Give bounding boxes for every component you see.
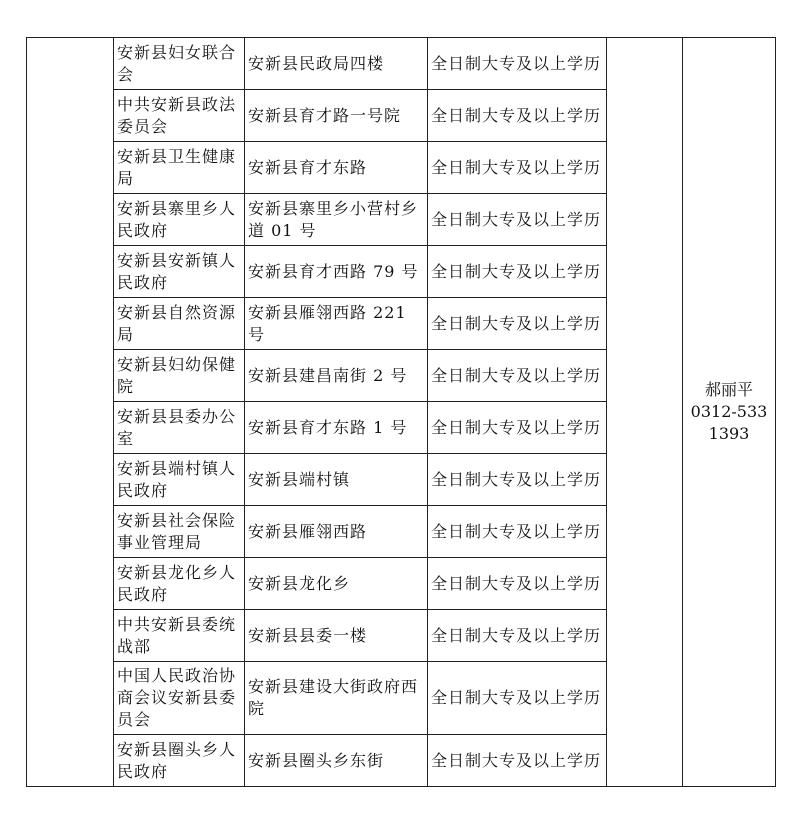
education-cell: 全日制大专及以上学历 — [428, 662, 607, 735]
contact-name: 郝丽平 — [704, 380, 753, 399]
education-cell: 全日制大专及以上学历 — [428, 142, 607, 194]
position-table — [26, 37, 776, 787]
org-cell: 安新县社会保险事业管理局 — [114, 506, 245, 558]
org-cell: 安新县自然资源局 — [114, 298, 245, 350]
education-cell: 全日制大专及以上学历 — [428, 38, 607, 90]
address-cell: 安新县端村镇 — [245, 454, 428, 506]
education-cell: 全日制大专及以上学历 — [428, 90, 607, 142]
education-cell: 全日制大专及以上学历 — [428, 298, 607, 350]
org-cell: 安新县端村镇人民政府 — [114, 454, 245, 506]
org-cell: 中共安新县委统战部 — [114, 610, 245, 662]
org-cell: 安新县卫生健康局 — [114, 142, 245, 194]
org-cell: 中共安新县政法委员会 — [114, 90, 245, 142]
address-cell: 安新县雁翎西路 221 号 — [245, 298, 428, 350]
education-cell: 全日制大专及以上学历 — [428, 246, 607, 298]
address-cell: 安新县圈头乡东街 — [245, 735, 428, 787]
address-cell: 安新县寨里乡小营村乡道 01 号 — [245, 194, 428, 246]
org-cell: 安新县安新镇人民政府 — [114, 246, 245, 298]
blank-cell — [607, 38, 683, 787]
address-cell: 安新县建昌南街 2 号 — [245, 350, 428, 402]
address-cell: 安新县龙化乡 — [245, 558, 428, 610]
education-cell: 全日制大专及以上学历 — [428, 506, 607, 558]
org-cell: 安新县县委办公室 — [114, 402, 245, 454]
address-cell: 安新县县委一楼 — [245, 610, 428, 662]
address-cell: 安新县育才东路 1 号 — [245, 402, 428, 454]
address-cell: 安新县建设大街政府西院 — [245, 662, 428, 735]
education-cell: 全日制大专及以上学历 — [428, 558, 607, 610]
education-cell: 全日制大专及以上学历 — [428, 194, 607, 246]
address-cell: 安新县育才路一号院 — [245, 90, 428, 142]
education-cell: 全日制大专及以上学历 — [428, 610, 607, 662]
org-cell: 安新县龙化乡人民政府 — [114, 558, 245, 610]
org-cell: 安新县圈头乡人民政府 — [114, 735, 245, 787]
address-cell: 安新县育才东路 — [245, 142, 428, 194]
org-cell: 安新县寨里乡人民政府 — [114, 194, 245, 246]
org-cell: 安新县妇幼保健院 — [114, 350, 245, 402]
contact-phone: 0312-5331393 — [690, 402, 768, 443]
address-cell: 安新县民政局四楼 — [245, 38, 428, 90]
org-cell: 安新县妇女联合会 — [114, 38, 245, 90]
education-cell: 全日制大专及以上学历 — [428, 350, 607, 402]
blank-cell — [27, 38, 114, 787]
education-cell: 全日制大专及以上学历 — [428, 402, 607, 454]
org-cell: 中国人民政治协商会议安新县委员会 — [114, 662, 245, 735]
education-cell: 全日制大专及以上学历 — [428, 454, 607, 506]
address-cell: 安新县育才西路 79 号 — [245, 246, 428, 298]
table-row — [27, 38, 776, 90]
contact-cell — [683, 38, 776, 787]
address-cell: 安新县雁翎西路 — [245, 506, 428, 558]
education-cell: 全日制大专及以上学历 — [428, 735, 607, 787]
